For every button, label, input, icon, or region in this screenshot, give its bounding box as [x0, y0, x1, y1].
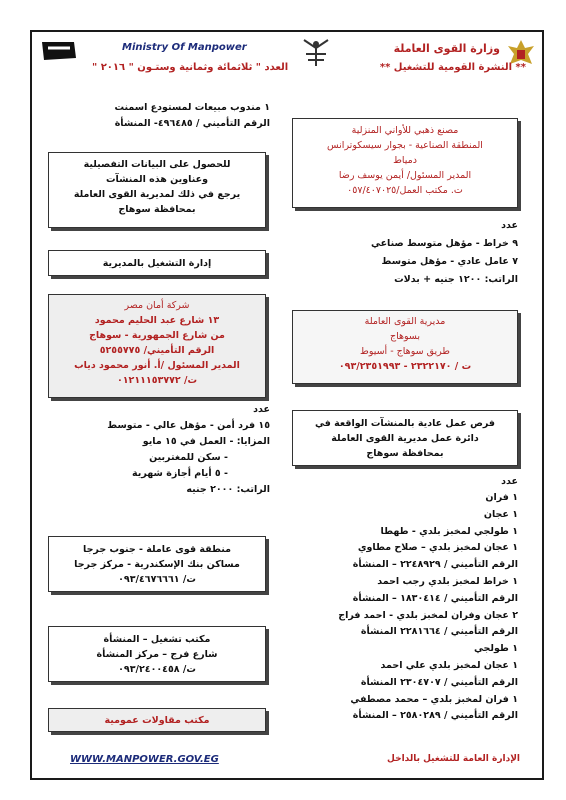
list-item: ١ عجان: [483, 508, 518, 520]
company-manager: المدير المسئول /أ. أنور محمود دياب: [74, 360, 240, 371]
admin-label: إدارة التشغيل بالمديرية: [102, 258, 212, 269]
opportunities-box: [292, 410, 518, 466]
company-phone: ت/ ٠١٢١١١٥٣٧٧٢: [116, 375, 198, 386]
factory-phone: ت. مكتب العمل/٠٥٧/٤٠٧٠٢٥: [347, 185, 463, 196]
list-item: ٢ عجان وفران لمخبز بلدي - احمد فراج: [338, 609, 518, 621]
perk-item: - سكن للمغتربين: [149, 452, 228, 463]
company-address: ١٣ شارع عبد الحليم محمود: [94, 315, 220, 326]
factory-address: المنطقة الصناعية - بجوار سيسكوترانس: [327, 140, 483, 151]
list-item: ١ عجان لمخبز بلدي علي احمد: [380, 659, 518, 671]
factory-name: مصنع ذهبي للأواني المنزلية: [351, 125, 459, 136]
directorate-name: مديرية القوى العاملة: [364, 316, 446, 327]
perk-item: - ٥ أيام أجازة شهرية: [132, 468, 228, 479]
jerga-line: ت/ ٠٩٣/٤٦٧٦٦٦١: [118, 574, 196, 585]
manshaa-line: شارع فرج – مركز المنشأة: [96, 649, 218, 660]
directorate-phone: ت / ٢٣٢٢١٧٠ - ٠٩٣/٢٣٥١٩٩٣: [338, 361, 472, 372]
info-box: [48, 152, 266, 228]
issue-number: العدد " ثلاثمائة وثمانية وستـون " ٢٠١٦ ": [92, 62, 289, 73]
list-item: الرقم التأميني / ٢٣٠٤٧٠٧ المنشأة: [360, 676, 518, 688]
list-item: ١ فران لمخبز بلدي – محمد مصطفي: [350, 693, 518, 705]
jerga-line: مساكن بنك الإسكندرية - مركز جرجا: [74, 559, 240, 570]
contracts-label: مكتب مقاولات عمومية: [104, 715, 210, 726]
job-item-1: ١ مندوب مبيعات لمستودع اسمنت: [114, 102, 270, 113]
list-item: الرقم التأميني / ٢٥٨٠٢٨٩ – المنشأة: [352, 710, 518, 722]
admin-box: [48, 250, 266, 276]
list-item: الرقم التأميني / ١٨٣٠٤١٤ – المنشأة: [352, 592, 518, 604]
opps-line: بمحافظة سوهاج: [366, 448, 444, 459]
list-item: ١ خراط لمخبز بلدي رجب احمد: [377, 575, 518, 587]
list-item: ١ طولجي لمخبز بلدي - طهطا: [380, 525, 518, 537]
list-item: الرقم التأميني / ٢٢٨١٦٦٤ المنشأة: [360, 626, 518, 638]
directorate-box: [292, 310, 518, 384]
ministry-en: Ministry Of Manpower: [122, 42, 247, 53]
list-item: ١ طولجي: [473, 643, 518, 655]
emblem-logo: [296, 36, 336, 70]
salary: الراتب: ٢٠٠٠ جنيه: [186, 484, 270, 495]
directorate-city: بسوهاج: [389, 331, 421, 342]
perks-label: المزايا: - العمل في ١٥ مايو: [142, 436, 270, 447]
company-name: شركة أمان مصر: [124, 300, 190, 311]
job-list: [288, 490, 518, 725]
info-line: يرجع في ذلك لمديرية القوى العاملة: [73, 189, 241, 200]
flag-logo: [40, 38, 78, 64]
company-address: من شارع الجمهورية - سوهاج: [89, 330, 225, 341]
manshaa-line: مكتب تشغيل – المنشأة: [103, 634, 211, 645]
directorate-address: طريق سوهاج - أسيوط: [360, 346, 450, 357]
factory-manager: المدير المسئول/ أيمن يوسف رضا: [338, 170, 472, 181]
job-line: ٧ عامل عادي - مؤهل متوسط: [381, 256, 518, 267]
jerga-line: منطقة قوى عاملة - جنوب جرجا: [83, 544, 231, 555]
security-job: ١٥ فرد أمن - مؤهل عالي - متوسط: [107, 420, 270, 431]
company-insurance: الرقم التأميني/ ٥٢٥٥٧٧٥: [99, 345, 215, 356]
opps-line: دائرة عمل مديرية القوى العاملة: [331, 433, 479, 444]
factory-city: دمياط: [393, 155, 417, 166]
salary: الراتب: ١٢٠٠ جنيه + بدلات: [394, 274, 518, 285]
list-item: ١ فران: [485, 492, 518, 503]
list-item: الرقم التأميني / ٢٢٤٨٩٢٩ – المنشأة: [352, 559, 518, 571]
company-box: [48, 294, 266, 398]
list-item: ١ عجان لمخبز بلدي – صلاح مطاوي: [357, 542, 518, 554]
job-item-1-insurance: الرقم التأميني / ٤٩٦٤٨٥- المنشأة: [114, 118, 270, 129]
count-label: عدد: [253, 404, 270, 415]
manshaa-line: ت/ ٠٩٣/٢٤٠٠٤٥٨: [118, 664, 196, 675]
factory-box: [292, 118, 518, 208]
job-line: ٩ خراط - مؤهل متوسط صناعي: [370, 238, 518, 249]
count-label: عدد: [501, 220, 518, 231]
info-line: بمحافظة سوهاج: [118, 204, 196, 215]
contracts-box: [48, 708, 266, 732]
manshaa-box: [48, 626, 266, 682]
opps-line: فرص عمل عادية بالمنشآت الواقعة في: [315, 418, 495, 429]
footer-department: الإدارة العامة للتشغيل بالداخل: [387, 754, 520, 764]
count-label: عدد: [501, 476, 518, 487]
ministry-ar: وزارة القوى العاملة: [393, 42, 500, 55]
info-line: وعناوين هذه المنشآت: [105, 174, 208, 185]
jerga-box: [48, 536, 266, 592]
info-line: للحصول على البيانات التفصيلية: [83, 159, 231, 170]
bulletin-title: ** النشرة القومية للتشغيل **: [379, 62, 526, 73]
website-link[interactable]: WWW.MANPOWER.GOV.EG: [70, 754, 219, 765]
